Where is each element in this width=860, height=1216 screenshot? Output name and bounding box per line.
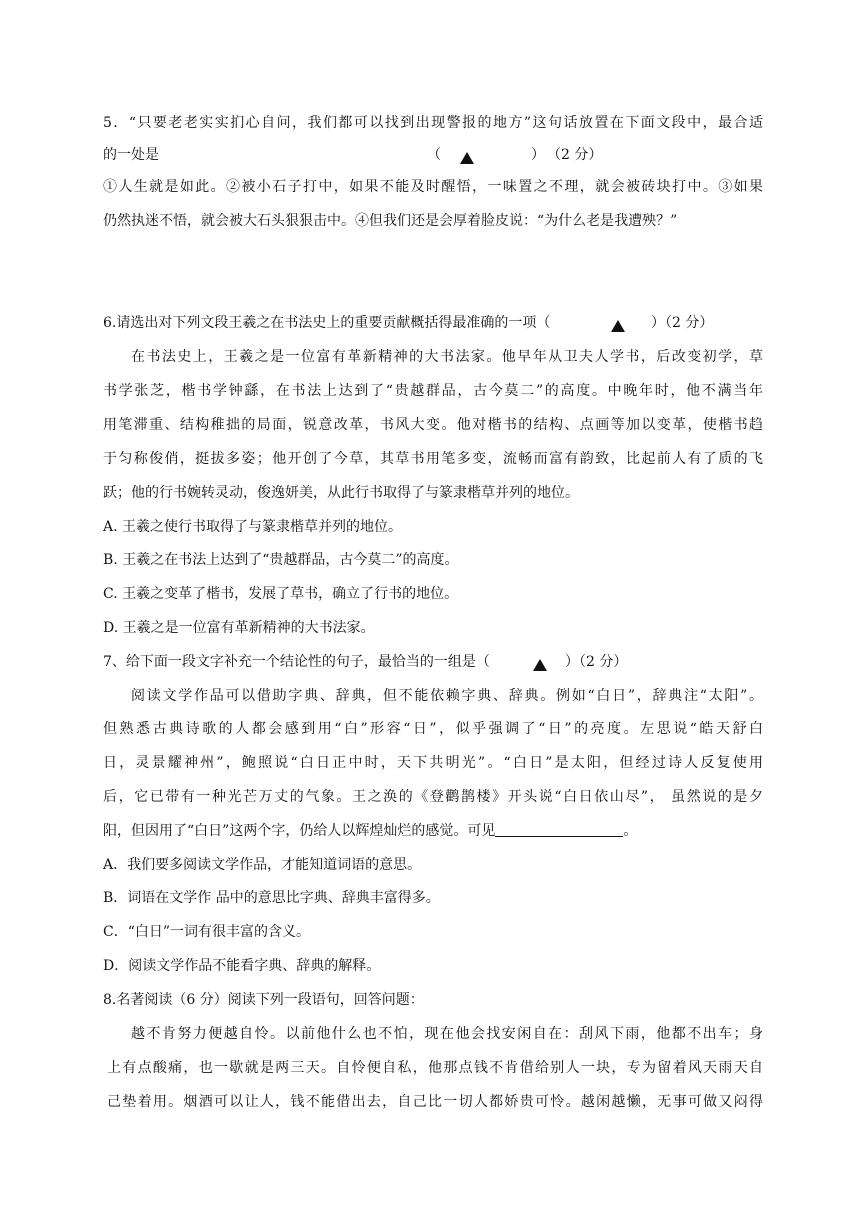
answer-triangle-icon [611,317,625,333]
q6-passage-line-1: 在书法史上，王羲之是一位富有革新精神的大书法家。他早年从卫夫人学书，后改变初学，草 [131,349,763,365]
answer-triangle-icon [533,656,547,672]
q6-stem [103,313,763,333]
q5-stem-line-1: 5．“只要老老实实扪心自问，我们都可以找到出现警报的地方”这句话放置在下面文段中，最合适 [103,115,763,131]
q8-passage-line-1: 越不肯努力便越自怜。以前他什么也不怕，现在他会找安闲自在：刮风下雨，他都不出车；身 [131,1026,763,1042]
q8-passage-line-2: 上有点酸痛，也一歇就是两三天。自怜便自私，他那点钱不肯借给别人一块，专为留着风天雨天自 [107,1060,763,1076]
q7-option-b: B．词语在文学作 品中的意思比字典、辞典丰富得多。 [103,890,440,906]
q5-paren-close: ） [531,147,545,163]
q6-option-d: D. 王羲之是一位富有革新精神的大书法家。 [103,620,375,636]
q7-stem-suffix: ）（2 分） [565,654,628,670]
q5-passage-line-2: 仍然执迷不悟，就会被大石头狠狠击中。④但我们还是会厚着脸皮说：“为什么老是我遭殃？” [103,213,678,229]
q6-option-c: C. 王羲之变革了楷书，发展了草书，确立了行书的地位。 [103,586,459,602]
answer-triangle-icon [460,149,474,165]
q7-passage-line-5 [103,821,763,841]
q6-option-a: A. 王羲之使行书取得了与篆隶楷草并列的地位。 [103,519,403,535]
q7-option-d: D．阅读文学作品不能看字典、辞典的解释。 [103,958,381,974]
q7-stem [103,652,763,672]
q7-passage-line-3: 日，灵景耀神州”，鲍照说“白日正中时，天下共明光”。“白日”是太阳，但经过诗人反复使用 [103,755,763,771]
q7-last-line-prefix: 阳，但因用了“白日”这两个字，仍给人以辉煌灿烂的感觉。可见 [103,823,496,839]
q7-stem-prefix: 7、给下面一段文字补充一个结论性的句子，最恰当的一组是（ [103,654,490,670]
q7-answer-blank [495,822,623,837]
q5-passage-line-1: ①人生就是如此。②被小石子打中，如果不能及时醒悟，一味置之不理，就会被砖块打中。③如果 [103,179,763,195]
q5-score: （2 分） [547,147,603,163]
q5-paren-open: （ [427,147,441,163]
q6-passage-line-4: 于匀称俊俏，挺拔多姿；他开创了今草，其草书用笔多变，流畅而富有韵致，比起前人有了质的飞 [103,451,763,467]
q6-option-b: B. 王羲之在书法上达到了“贵越群品，古今莫二”的高度。 [103,552,459,568]
q7-option-a: A．我们要多阅读文学作品，才能知道词语的意思。 [103,857,422,873]
q7-passage-line-1: 阅读文学作品可以借助字典、辞典，但不能依赖字典、辞典。例如“白日”，辞典注“太阳”。 [131,688,763,704]
q6-passage-line-2: 书学张芝，楷书学钟繇，在书法上达到了“贵越群品，古今莫二”的高度。中晚年时，他不满当年 [103,383,763,399]
q7-passage-line-4: 后，它已带有一种光芒万丈的气象。王之涣的《登鹳鹊楼》开头说“白日依山尽”， 虽然说的是夕 [103,789,763,805]
q6-stem-prefix: 6.请选出对下列文段王羲之在书法史上的重要贡献概括得最准确的一项（ [103,315,551,331]
q6-passage-line-5: 跃；他的行书婉转灵动，俊逸妍美，从此行书取得了与篆隶楷草并列的地位。 [103,485,579,501]
q8-stem: 8.名著阅读（6 分）阅读下列一段语句，回答问题： [103,992,424,1008]
q7-passage-line-2: 但熟悉古典诗歌的人都会感到用“白”形容“日”，似乎强调了“日”的亮度。左思说“皓天舒白 [103,721,763,737]
q5-stem-prefix: 的一处是 [103,147,159,163]
q7-option-c: C．“白日”一词有很丰富的含义。 [103,924,311,940]
q8-passage-line-3: 己垫着用。烟酒可以让人，钱不能借出去，自己比一切人都娇贵可怜。越闲越懒，无事可做又闷得 [107,1094,763,1110]
q6-stem-suffix: ）（2 分） [651,315,714,331]
q7-last-line-suffix: 。 [623,823,638,839]
q6-passage-line-3: 用笔滞重、结构稚拙的局面，锐意改革，书风大变。他对楷书的结构、点画等加以变革，使楷书趋 [103,417,763,433]
q5-stem-line-2 [103,145,763,165]
